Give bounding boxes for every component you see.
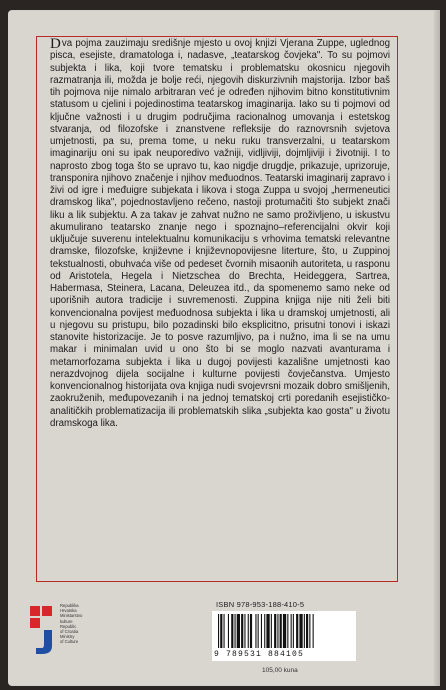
barcode-bar — [309, 614, 310, 648]
barcode-bar — [287, 614, 288, 648]
logo-square-red-1 — [30, 606, 40, 616]
blurb-body: va pojma zauzimaju središnje mjesto u ovoj knjizi Vjerana Zuppe, uglednog pisca, esejiste, dramatologa i, nadasve, „teatarskog čovjeka". To su pojmovi subjekta i lika, koji tvore tematsku i problematsku okosnicu njegovih razmatranja ili, možda je bolje reći, njegovih diskurzivnih majstorija. Izbor baš tih pojmova nije nimalo arbitraran već je određen njihovim bitno konstitutivnim statusom u cjelini i pojedinostima teatarskog imaginarija. Iako su ti pojmovi od ključne važnosti i u drugim područjima racionalnog umovanja i estetskog stvaranja, od filozofske i znanstvene refleksije do raznovrsnih svjetova umjetnosti, pa su, prema tome, u neku ruku transverzalni, u teatarskom imaginariju oni su ipak neuporedivo važniji, vidljiviji, dojmljiviji i životniji. I to naprosto zbog toga što se upravo tu, kao nigdje drugdje, prikazuje, uprizoruje, transponira njihovo značenje i njihov međuodnos. Teatarski imaginarij zapravo i živi od igre i međuigre subjekata i likova i stoga Zuppa u svojoj „hermeneutici dramskog lika", pojednostavljeno rečeno, nastoji protumačiti što subjekt znači liku a lik subjektu. A za takav je zahvat nužno ne samo proživljeno, u iskustvu akumulirano teatarsko znanje nego i spoznajno–referencijalni okvir koji uključuje suverenu intelektualnu komunikaciju s vrhovima tematski relevantne dramske, filozofske, književne i književnopovijesne literture, što, u Zuppinoj tekstualnosti, obuhvaća više od pedeset čvornih misaonih autoriteta, u rasponu od Aristotela, Hegela i Nietzschea do Brechta, Heideggera, Sartrea, Habermasa, Steinera, Lacana, Deleuzea itd., da spomenemo samo neke od uporišnih autora tradicije i suvremenosti. Zuppina knjiga nije niti želi biti konvencionalna povijest međuodnosa subjekta i lika u dramskoj umjetnosti, ali u njegovu su pristupu, bilo pozadinski bilo eksplicitno, prisutni tonovi i iskazi stanovite historizacije. Je to posve razumljivo, pa i nužno, ima li se na umu makar i minimalan uvid u ono što bi se moglo nazvati avanturama i metamorfozama subjekta i lika u dugoj povijesti kazališne umjetnosti kao nerazdvojnog dijela socijalne i kulturne povijesti čovječanstva. Umjesto konvencionalnog historijata ova knjiga nudi svojevrsni mozaik dobro smišljenih, zaokruženih, međupovezanih i na jednoj tematskoj crti poredanih esejističko-analitičkih problematizacija ili problematskih slika „subjekta kao gosta" u životu dramskoga lika. — [50, 38, 390, 429]
dropcap: D — [50, 36, 61, 52]
blurb-text — [50, 38, 390, 430]
barcode-bar — [271, 614, 272, 648]
barcode-bar — [277, 614, 278, 648]
ministry-line: Hrvatska — [60, 608, 77, 614]
logo-square-red-2 — [42, 606, 52, 616]
ministry-line: Republic — [60, 623, 77, 629]
barcode-bar — [250, 614, 252, 648]
ministry-line: of Culture — [60, 639, 79, 645]
ministry-line: Republika — [60, 603, 79, 608]
ministry-line: of Croatia — [60, 629, 79, 635]
barcode-bar — [304, 614, 305, 648]
barcode-bar — [299, 614, 302, 648]
ministry-caption — [60, 603, 114, 645]
barcode-bar — [264, 614, 265, 648]
barcode-bar — [244, 614, 245, 648]
price-label: 105,00 kuna — [262, 667, 298, 674]
blurb-paragraph — [50, 38, 390, 430]
barcode-bars-icon — [212, 611, 356, 649]
barcode-bar — [218, 614, 219, 648]
barcode-bar — [235, 614, 236, 648]
barcode-bar — [248, 614, 249, 648]
ministry-line: Ministarstvo — [60, 613, 83, 619]
barcode-bar — [313, 614, 314, 648]
barcode-bar — [293, 614, 294, 648]
barcode-bar — [296, 614, 298, 648]
ministry-line: kulture — [60, 618, 73, 624]
barcode-bar — [231, 614, 233, 648]
isbn-label: ISBN 978-953-188-410-5 — [216, 600, 305, 609]
barcode-bar — [306, 614, 308, 648]
barcode-bar — [220, 614, 222, 648]
barcode-bar — [280, 614, 282, 648]
barcode-bar — [224, 614, 225, 648]
logo-square-red-3 — [30, 618, 40, 628]
barcode-bar — [255, 614, 256, 648]
logo-j-blue — [36, 630, 52, 654]
barcode-bar — [258, 614, 259, 648]
ministry-line: Ministry — [60, 634, 75, 640]
barcode-bar — [261, 614, 262, 648]
barcode-bar — [291, 614, 292, 648]
barcode-bar — [283, 614, 286, 648]
barcode-bar — [237, 614, 240, 648]
barcode-bar — [274, 614, 276, 648]
barcode-digits: 9 789531 884105 — [214, 650, 305, 659]
barcode-bar — [228, 614, 229, 648]
barcode-bar — [241, 614, 243, 648]
barcode-bar — [266, 614, 269, 648]
cover-edge — [434, 10, 440, 686]
